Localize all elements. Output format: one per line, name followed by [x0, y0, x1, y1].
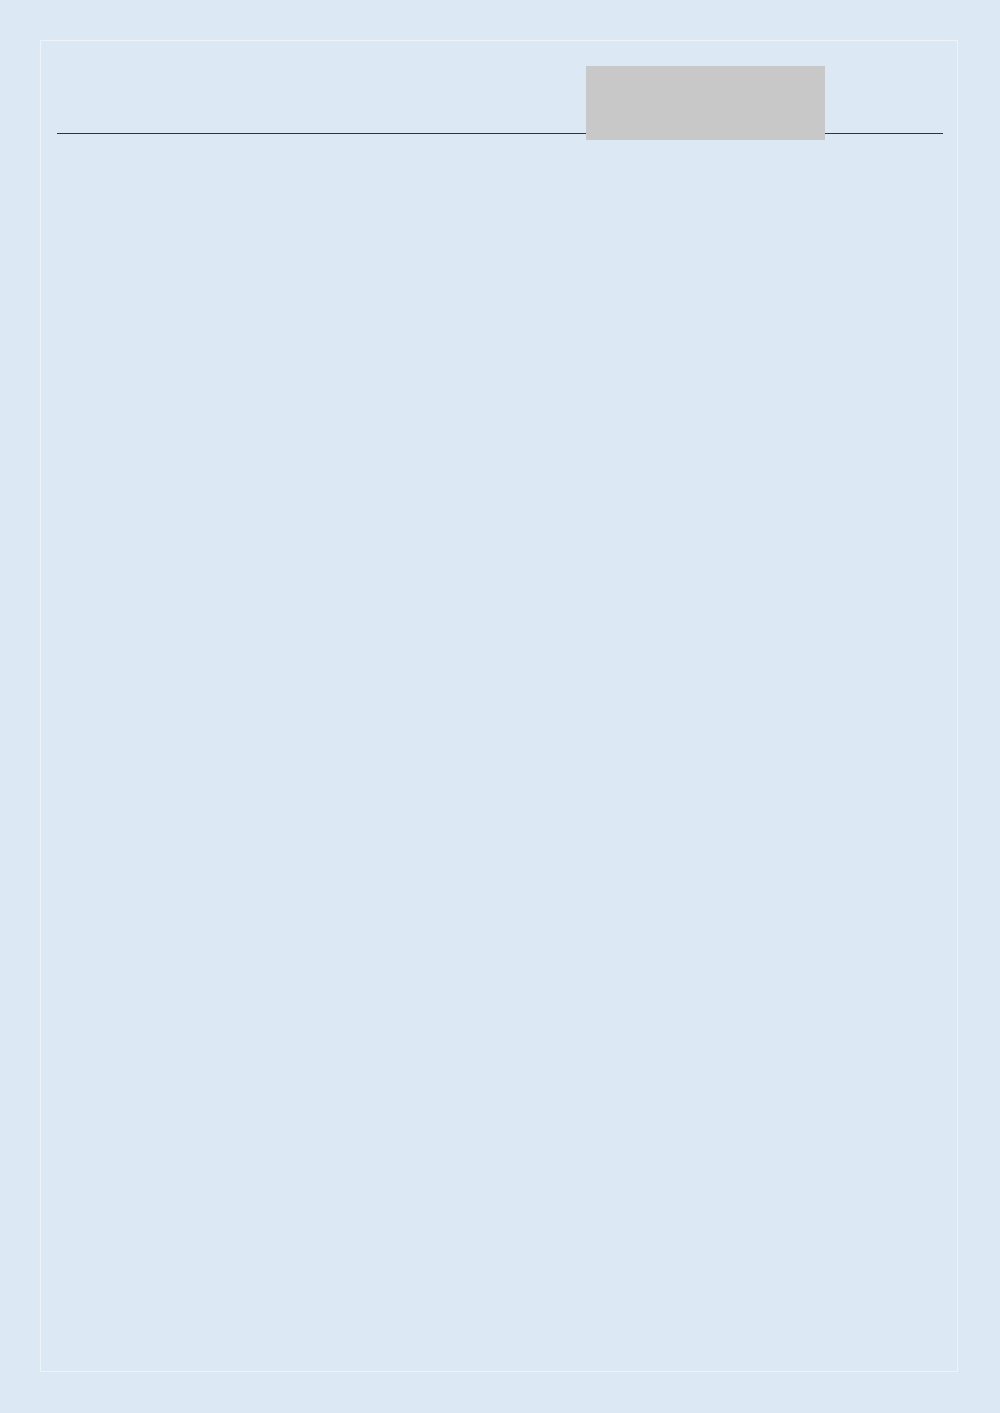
english-file-logo	[586, 66, 825, 140]
worksheet-page	[40, 40, 958, 1372]
